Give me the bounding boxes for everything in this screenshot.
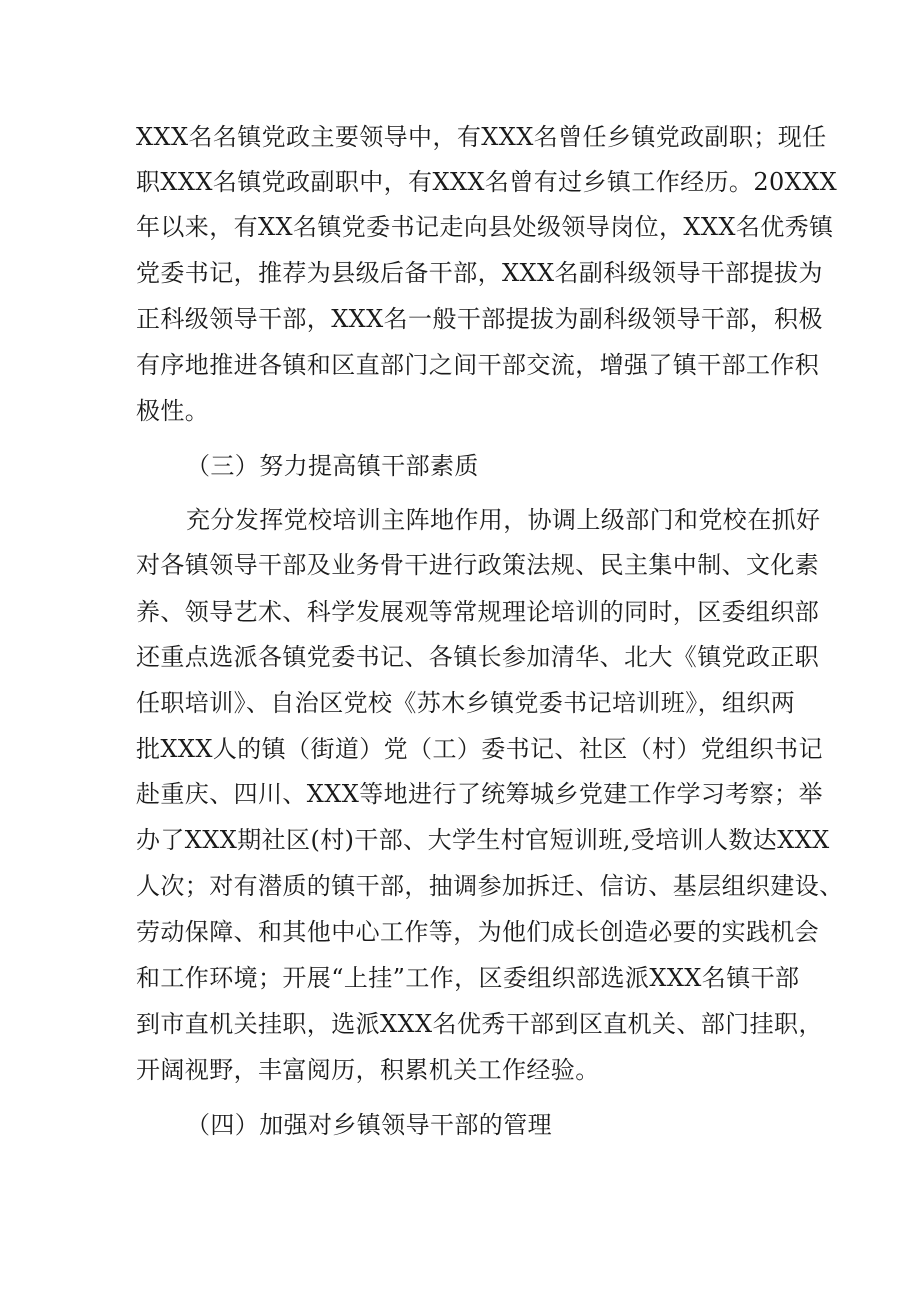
body-line-12: 任职培训》、自治区党校《苏木乡镇党委书记培训班》，组织两 [136, 689, 796, 717]
body-line-6: 有序地推进各镇和区直部门之间干部交流，增强了镇干部工作积 [136, 351, 820, 379]
body-line-20: 开阔视野，丰富阅历，积累机关工作经验。 [136, 1056, 600, 1084]
body-line-4: 党委书记，推荐为县级后备干部，XXX名副科级领导干部提拔为 [136, 259, 823, 287]
body-line-19: 到市直机关挂职，选派XXX名优秀干部到区直机关、部门挂职， [136, 1010, 823, 1038]
section-heading-4: （四）加强对乡镇领导干部的管理 [186, 1111, 552, 1139]
body-line-13: 批XXX人的镇（街道）党（工）委书记、社区（村）党组织书记 [136, 735, 823, 763]
body-line-14: 赴重庆、四川、XXX等地进行了统筹城乡党建工作学习考察；举 [136, 780, 823, 808]
body-line-10: 养、领导艺术、科学发展观等常规理论培训的同时，区委组织部 [136, 598, 820, 626]
body-line-17: 劳动保障、和其他中心工作等，为他们成长创造必要的实践机会 [136, 918, 820, 946]
body-line-18: 和工作环境；开展“上挂”工作，区委组织部选派XXX名镇干部 [136, 964, 800, 992]
body-line-5: 正科级领导干部，XXX名一般干部提拔为副科级领导干部，积极 [136, 305, 823, 333]
body-line-16: 人次；对有潜质的镇干部，抽调参加拆迁、信访、基层组织建设、 [136, 872, 844, 900]
body-line-2: 职XXX名镇党政副职中，有XXX名曾有过乡镇工作经历。20XXX [136, 168, 838, 196]
body-line-1: XXX名名镇党政主要领导中，有XXX名曾任乡镇党政副职；现任 [136, 123, 827, 151]
body-line-11: 还重点选派各镇党委书记、各镇长参加清华、北大《镇党政正职 [136, 643, 820, 671]
body-line-8: 充分发挥党校培训主阵地作用，协调上级部门和党校在抓好 [186, 506, 821, 534]
body-line-3: 年以来，有XX名镇党委书记走向县处级领导岗位，XXX名优秀镇 [136, 213, 834, 241]
body-line-7: 极性。 [136, 397, 210, 425]
section-heading-3: （三）努力提高镇干部素质 [186, 452, 479, 480]
body-line-15: 办了XXX期社区(村)干部、大学生村官短训班,受培训人数达XXX [136, 826, 830, 854]
body-line-9: 对各镇领导干部及业务骨干进行政策法规、民主集中制、文化素 [136, 551, 820, 579]
